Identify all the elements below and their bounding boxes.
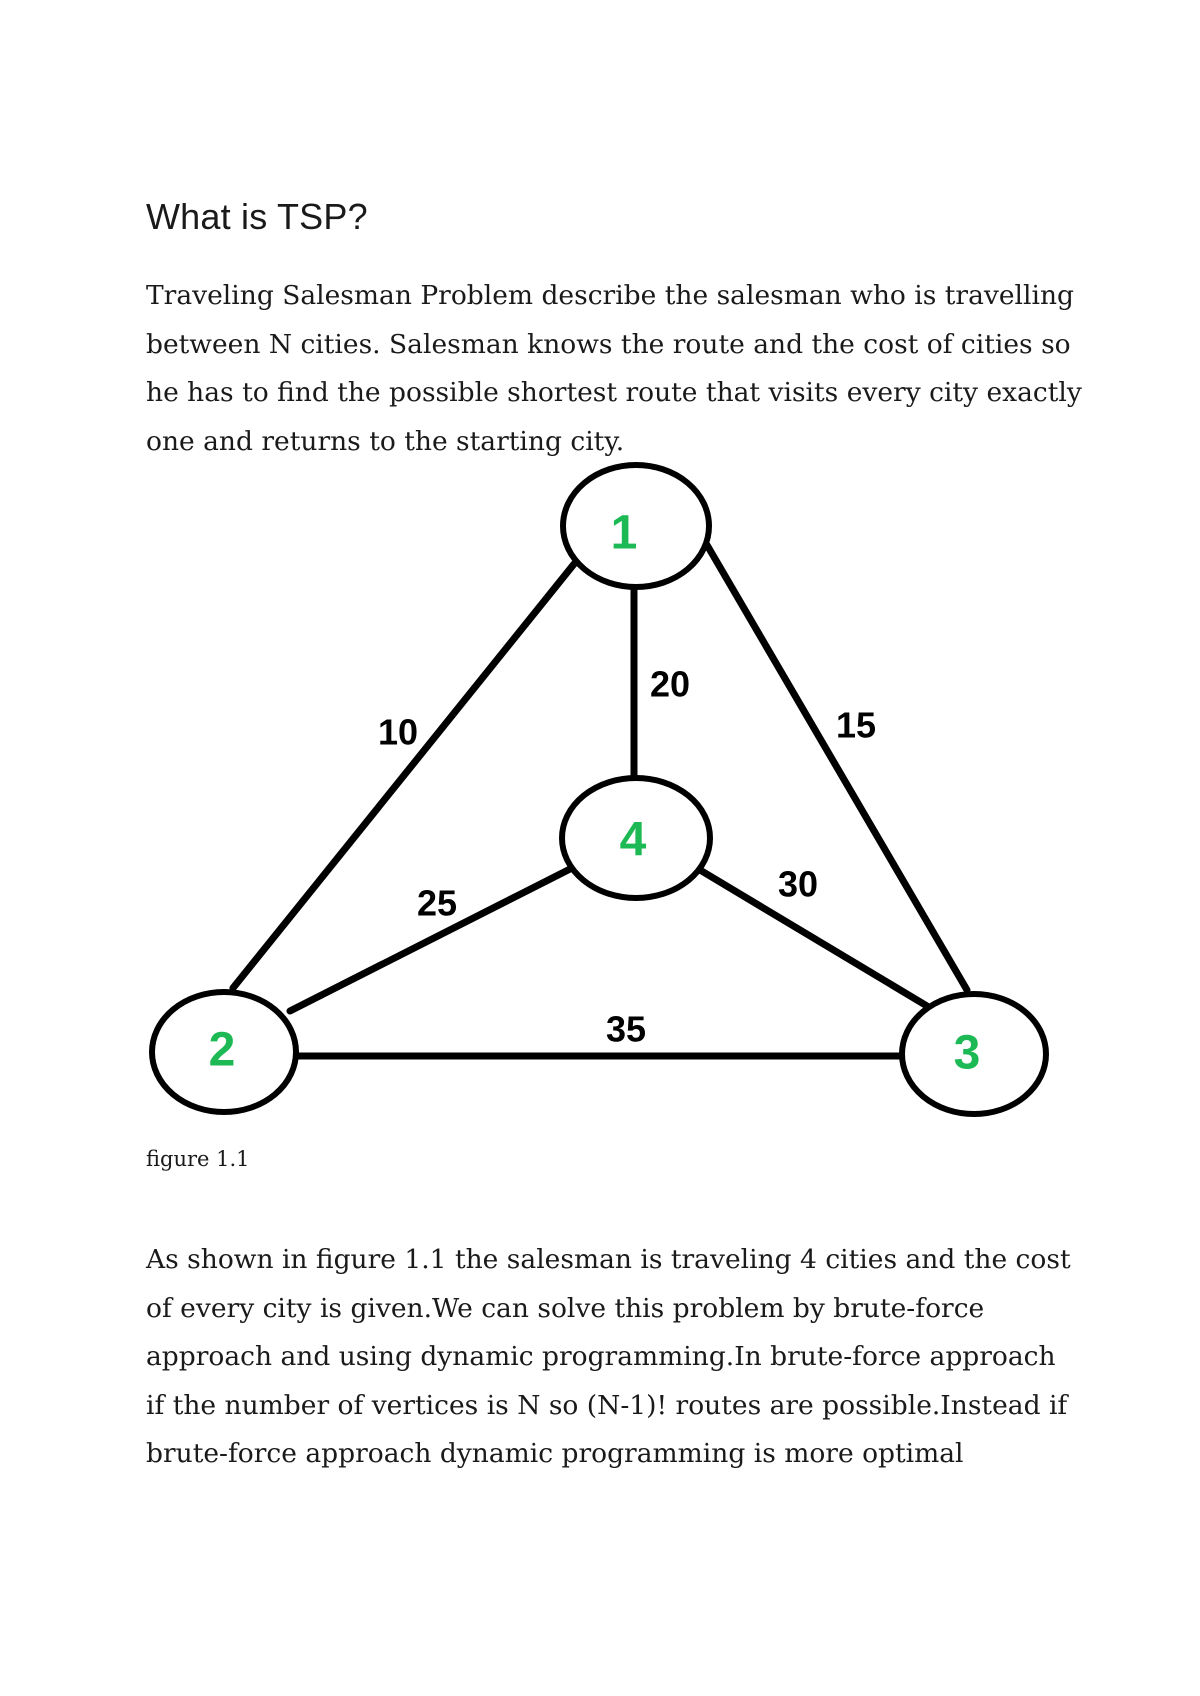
edge-1-3 xyxy=(707,545,967,990)
edge-weight-label: 25 xyxy=(416,882,458,924)
paragraph-line: between N cities. Salesman knows the route and the cost of cities so xyxy=(146,328,1071,360)
paragraph-line: he has to find the possible shortest route that visits every city exactly xyxy=(146,377,1082,409)
edge-weight-label: 15 xyxy=(835,704,877,746)
node-label: 4 xyxy=(619,813,647,867)
edge-weight-label: 35 xyxy=(605,1008,647,1050)
explanation-paragraph xyxy=(146,1236,1086,1479)
edge-weight-label: 30 xyxy=(777,863,819,905)
node-4 xyxy=(562,778,710,898)
node-label: 2 xyxy=(208,1023,236,1077)
paragraph-line: brute-force approach dynamic programming is more optimal xyxy=(146,1438,964,1470)
paragraph-line: if the number of vertices is N so (N-1)! routes are possible.Instead if xyxy=(146,1389,1068,1421)
node-label: 1 xyxy=(610,506,638,560)
paragraph-line: one and returns to the starting city. xyxy=(146,425,625,457)
edge-weight-label: 10 xyxy=(377,711,419,753)
page-title: What is TSP? xyxy=(146,196,368,237)
paragraph-line: As shown in figure 1.1 the salesman is traveling 4 cities and the cost xyxy=(146,1244,1071,1275)
figure-caption: figure 1.1 xyxy=(146,1147,250,1171)
node-3 xyxy=(902,994,1046,1114)
paragraph-line: of every city is given.We can solve this problem by brute-force xyxy=(146,1292,985,1324)
node-2 xyxy=(152,992,296,1112)
edge-1-2 xyxy=(233,564,574,988)
edge-weight-label: 20 xyxy=(649,663,691,705)
node-label: 3 xyxy=(953,1026,981,1080)
node-1 xyxy=(563,465,709,587)
paragraph-line: Traveling Salesman Problem describe the salesman who is travelling xyxy=(146,280,1075,311)
paragraph-line: approach and using dynamic programming.In brute-force approach xyxy=(146,1341,1056,1373)
